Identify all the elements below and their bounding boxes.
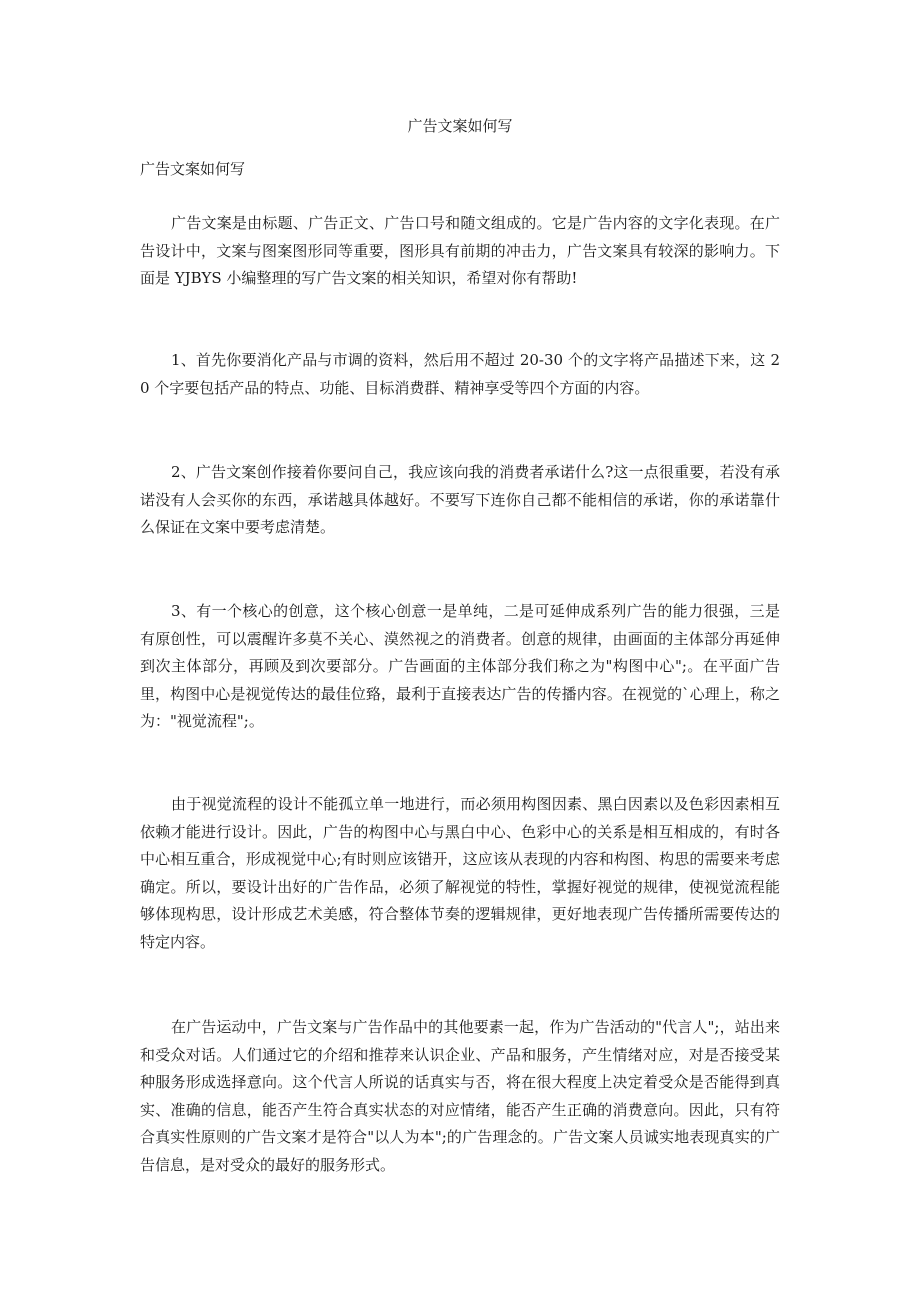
paragraph-visual-flow: 由于视觉流程的设计不能孤立单一地进行，而必须用构图因素、黑白因素以及色彩因素相互依赖才能进行设计。因此，广告的构图中心与黑白中心、色彩中心的关系是相互相成的，有时各中心相互重合，形成视觉中心;有时则应该错开，这应该从表现的内容和构图、构思的需要来考虑确定。所以，要设计出好的广告作品，必须了解视觉的特性，掌握好视觉的规律，使视觉流程能够体现构思，设计形成艺术美感，符合整体节奏的逻辑规律，更好地表现广告传播所需要传达的特定内容。 (140, 795, 780, 951)
document-subtitle: 广告文案如何写 (140, 160, 246, 178)
paragraph-point-1: 1、首先你要消化产品与市调的资料，然后用不超过 20-30 个的文字将产品描述下来，这 20 个字要包括产品的特点、功能、目标消费群、精神享受等四个方面的内容。 (140, 351, 780, 397)
paragraph-point-3: 3、有一个核心的创意，这个核心创意一是单纯，二是可延伸成系列广告的能力很强，三是有原创性，可以震醒许多莫不关心、漠然视之的消费者。创意的规律，由画面的主体部分再延伸到次主体部分，再顾及到次要部分。广告画面的主体部分我们称之为"构图中心";。在平面广告里，构图中心是视觉传达的最佳位臵，最利于直接表达广告的传播内容。在视觉的`心理上，称之为："视觉流程";。 (140, 602, 780, 730)
paragraph-intro: 广告文案是由标题、广告正文、广告口号和随文组成的。它是广告内容的文字化表现。在广告设计中，文案与图案图形同等重要，图形具有前期的冲击力，广告文案具有较深的影响力。下面是 YJBYS 小编整理的写广告文案的相关知识，希望对你有帮助! (140, 214, 780, 287)
paragraph-spokesperson: 在广告运动中，广告文案与广告作品中的其他要素一起，作为广告活动的"代言人";，站出来和受众对话。人们通过它的介绍和推荐来认识企业、产品和服务，产生情绪对应，对是否接受某种服务形成选择意向。这个代言人所说的话真实与否，将在很大程度上决定着受众是否能得到真实、准确的信息，能否产生符合真实状态的对应情绪，能否产生正确的消费意向。因此，只有符合真实性原则的广告文案才是符合"以人为本";的广告理念的。广告文案人员诚实地表现真实的广告信息，是对受众的最好的服务形式。 (140, 1018, 780, 1174)
document-title: 广告文案如何写 (407, 117, 513, 135)
paragraph-point-2: 2、广告文案创作接着你要问自己，我应该向我的消费者承诺什么?这一点很重要，若没有承诺没有人会买你的东西，承诺越具体越好。不要写下连你自己都不能相信的承诺，你的承诺靠什么保证在文案中要考虑清楚。 (140, 463, 780, 536)
